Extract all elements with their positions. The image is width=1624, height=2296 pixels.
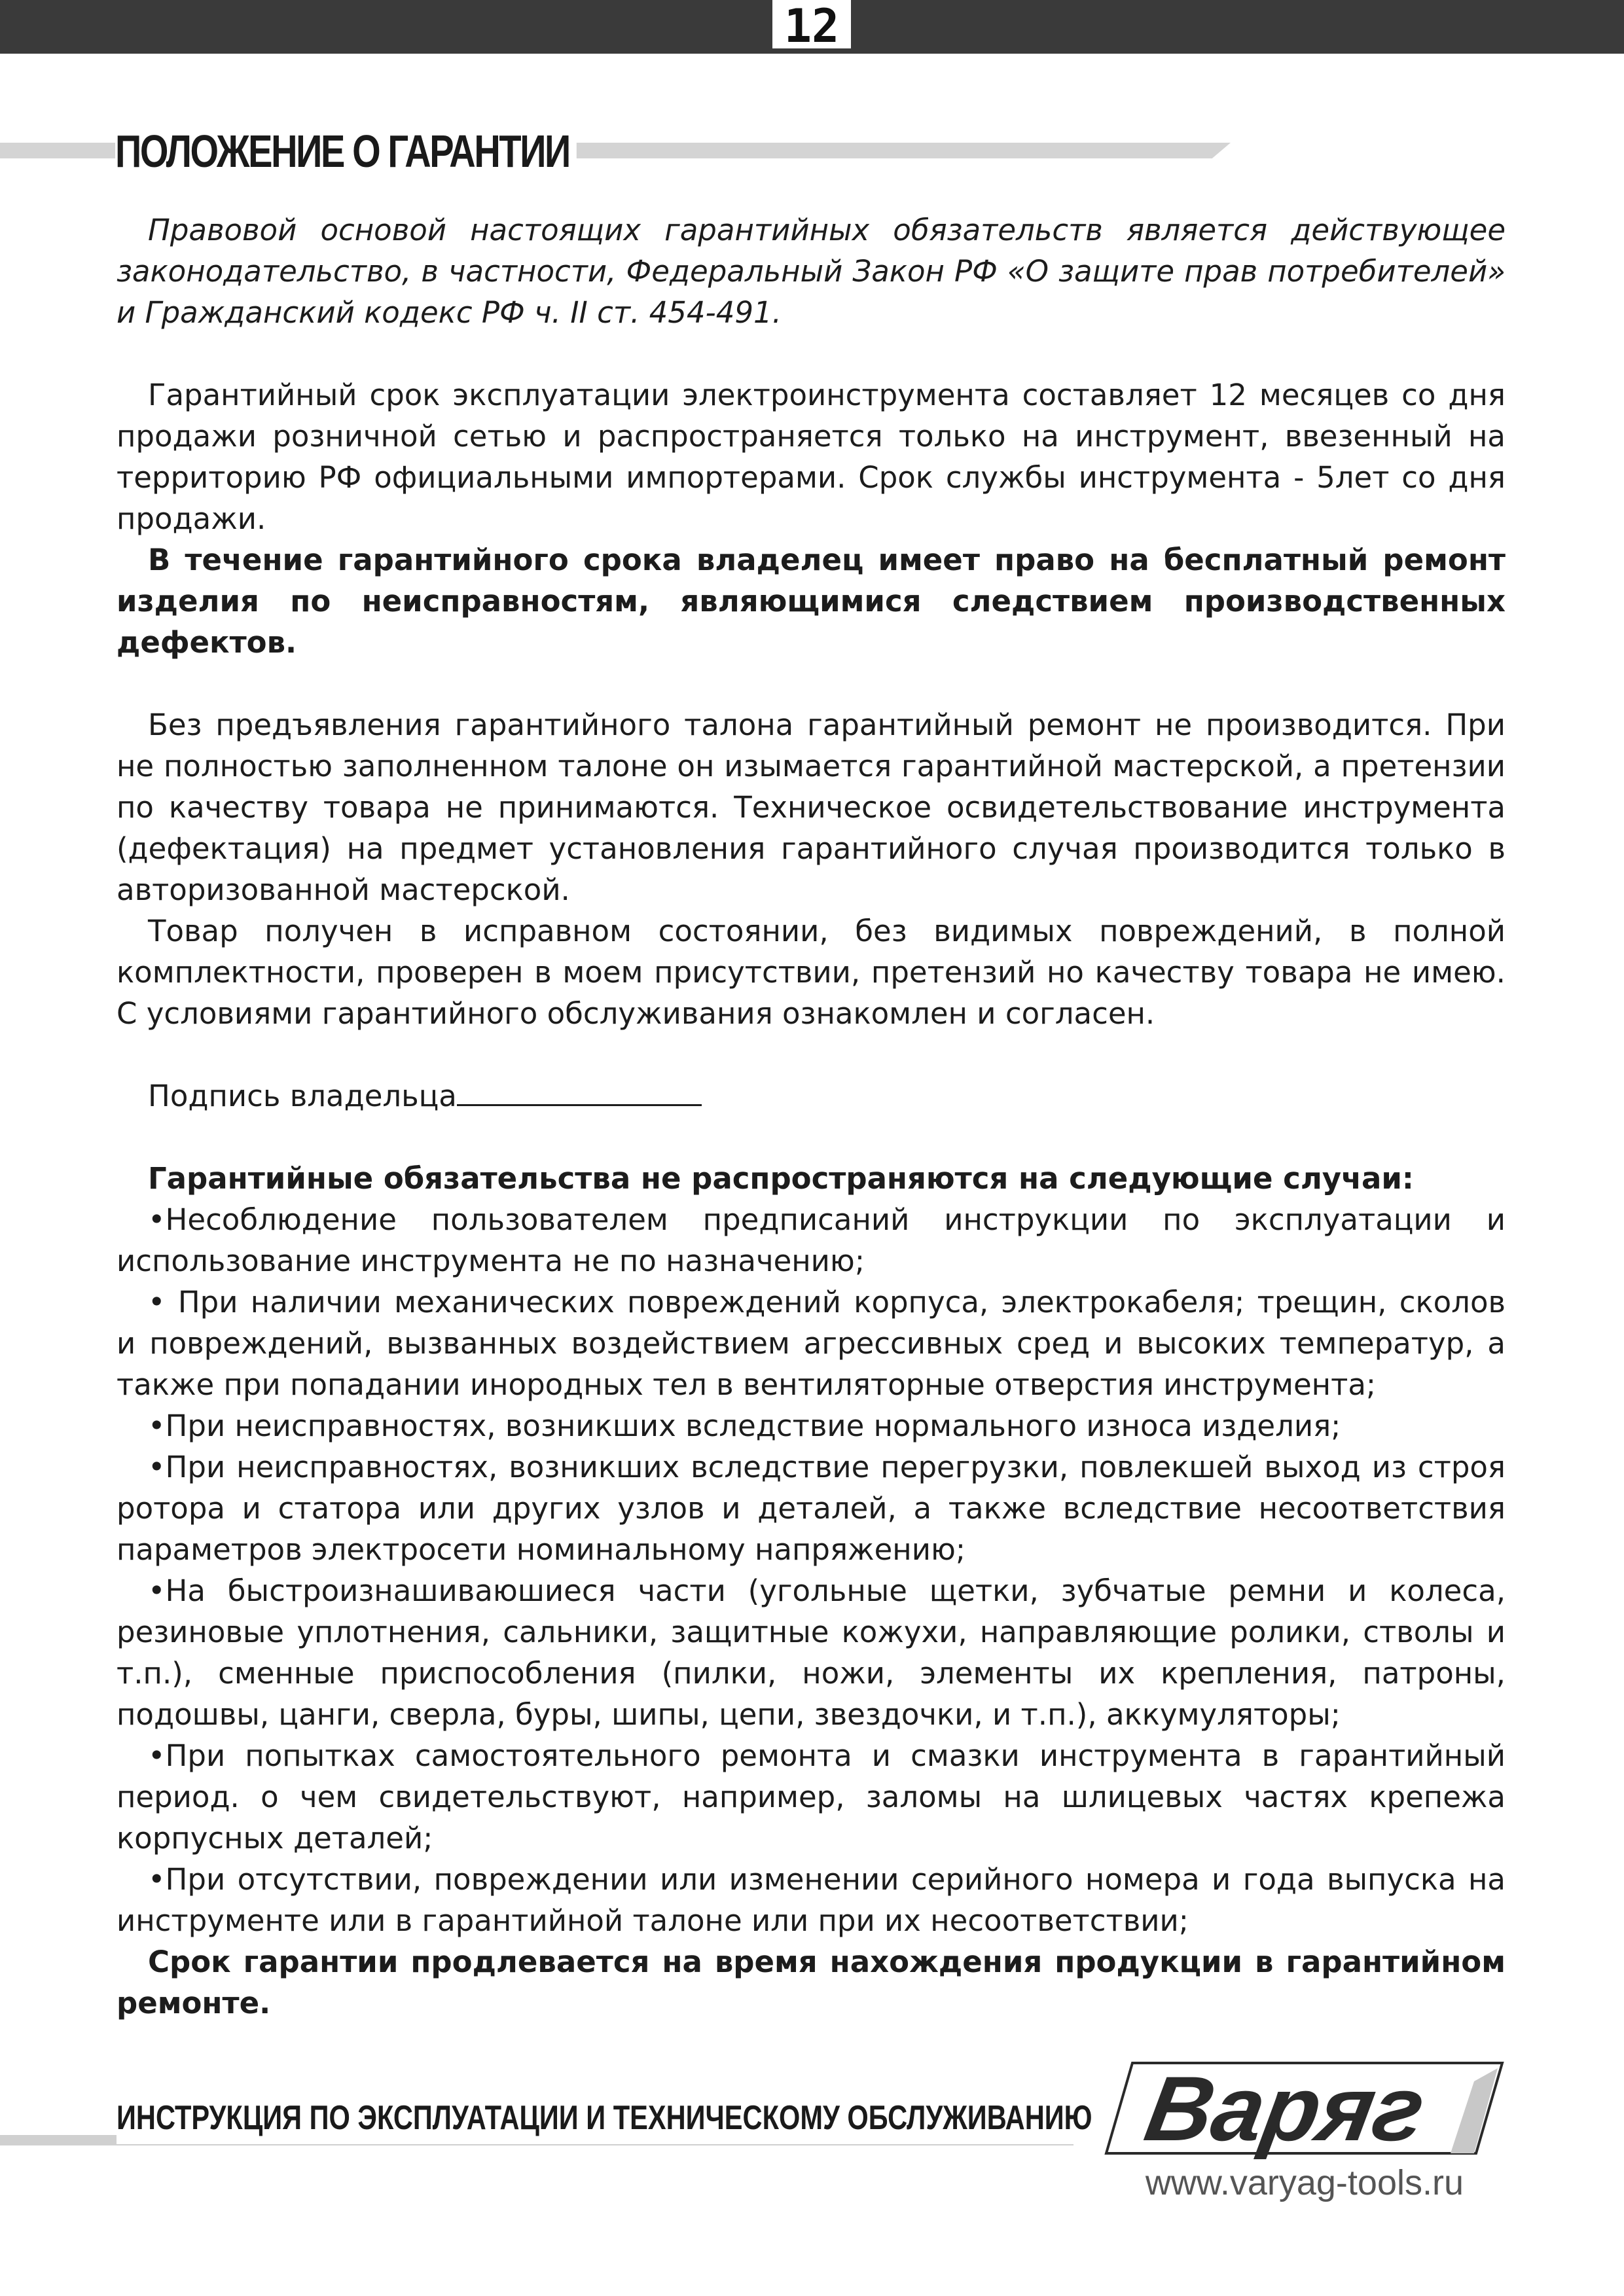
exclusion-item: •При попытках самостоятельного ремонта и смазки инструмента в гарантийный период. о чем свидетельствуют, например, заломы на шлицевых частях крепежа корпусных деталей; (117, 1738, 1506, 1856)
paragraph-gap (117, 333, 1506, 374)
warranty-card-paragraph: Без предъявления гарантийного талона гарантийный ремонт не производится. При не полностью заполненном талоне он изымается гарантийной мастерской, а претензии по качеству товара не принимаются. Техническое освидетельствование инструмента (дефектация) на предмет установления гарантийного случая производится только в авторизованной мастерской. (117, 708, 1506, 907)
warranty-extension-note: Срок гарантии продлевается на время нахождения продукции в гарантийном ремонте. (117, 1945, 1506, 2020)
acceptance-paragraph: Товар получен в исправном состоянии, без видимых повреждений, в полной комплектности, проверен в моем присутствии, претензий но качеству товара не имею. С условиями гарантийного обслуживания ознакомлен и согласен. (117, 914, 1506, 1031)
website-url[interactable]: www.varyag-tools.ru (1145, 2163, 1464, 2202)
paragraph-gap (117, 1117, 1506, 1158)
exclusion-item: •При неисправностях, возникших вследствие нормального износа изделия; (148, 1408, 1341, 1443)
owner-signature (117, 1075, 1506, 1117)
exclusion-item: •Несоблюдение пользователем предписаний инструкции по эксплуатации и использование инструмента не по назначению; (117, 1202, 1506, 1278)
exclusion-item: •При неисправностях, возникших вследствие перегрузки, повлекшей выход из строя ротора и статора или других узлов и деталей, а также вследствие несоответствия параметров электросети номинальному напряжению; (117, 1450, 1506, 1567)
legal-basis-paragraph: Правовой основой настоящих гарантийных обязательств является действующее законодательство, в частности, Федеральный Закон РФ «О защите прав потребителей» и Гражданский кодекс РФ ч. II ст. 454-491. (117, 213, 1506, 330)
paragraph-gap (117, 663, 1506, 704)
exclusion-item: •На быстроизнашиваюшиеся части (угольные щетки, зубчатые ремни и колеса, резиновые уплотнения, сальники, защитные кожухи, направляющие ролики, стволы и т.п.), сменные приспособления (пилки, ножи, элементы их крепления, патроны, подошвы, цанги, сверла, буры, шипы, цепи, звездочки, и т.п.), аккумуляторы; (117, 1573, 1506, 1732)
exclusions-heading: Гарантийные обязательства не распространяются на следующие случаи: (148, 1161, 1414, 1196)
warranty-period-paragraph: Гарантийный срок эксплуатации электроинструмента составляет 12 месяцев со дня продажи розничной сетью и распространяется только на инструмент, ввезенный на территорию РФ официальными импортерами. Срок службы инструмента - 5лет со дня продажи. (117, 378, 1506, 536)
warranty-text (117, 209, 1506, 2024)
page-title: ПОЛОЖЕНИЕ О ГАРАНТИИ (115, 122, 577, 181)
free-repair-paragraph: В течение гарантийного срока владелец имеет право на бесплатный ремонт изделия по неисправностям, являющимися следствием производственных дефектов. (117, 543, 1506, 660)
logo-text: Варяг (1138, 2056, 1433, 2160)
exclusion-item: • При наличии механических повреждений корпуса, электрокабеля; трещин, сколов и повреждений, вызванных воздействием агрессивных сред и высоких температур, а также при попадании инородных тел в вентиляторные отверстия инструмента; (117, 1285, 1506, 1402)
signature-line (457, 1075, 702, 1106)
exclusion-item: •При отсутствии, повреждении или изменении серийного номера и года выпуска на инструменте или в гарантийной талоне или при их несоответствии; (117, 1862, 1506, 1938)
paragraph-gap (117, 1034, 1506, 1075)
page-number: 12 (784, 0, 840, 53)
page-number-box (767, 0, 856, 54)
signature-label: Подпись владельца (148, 1079, 457, 1113)
manual-title: ИНСТРУКЦИЯ ПО ЭКСПЛУАТАЦИИ И ТЕХНИЧЕСКОМУ ОБСЛУЖИВАНИЮ (117, 2092, 1100, 2144)
